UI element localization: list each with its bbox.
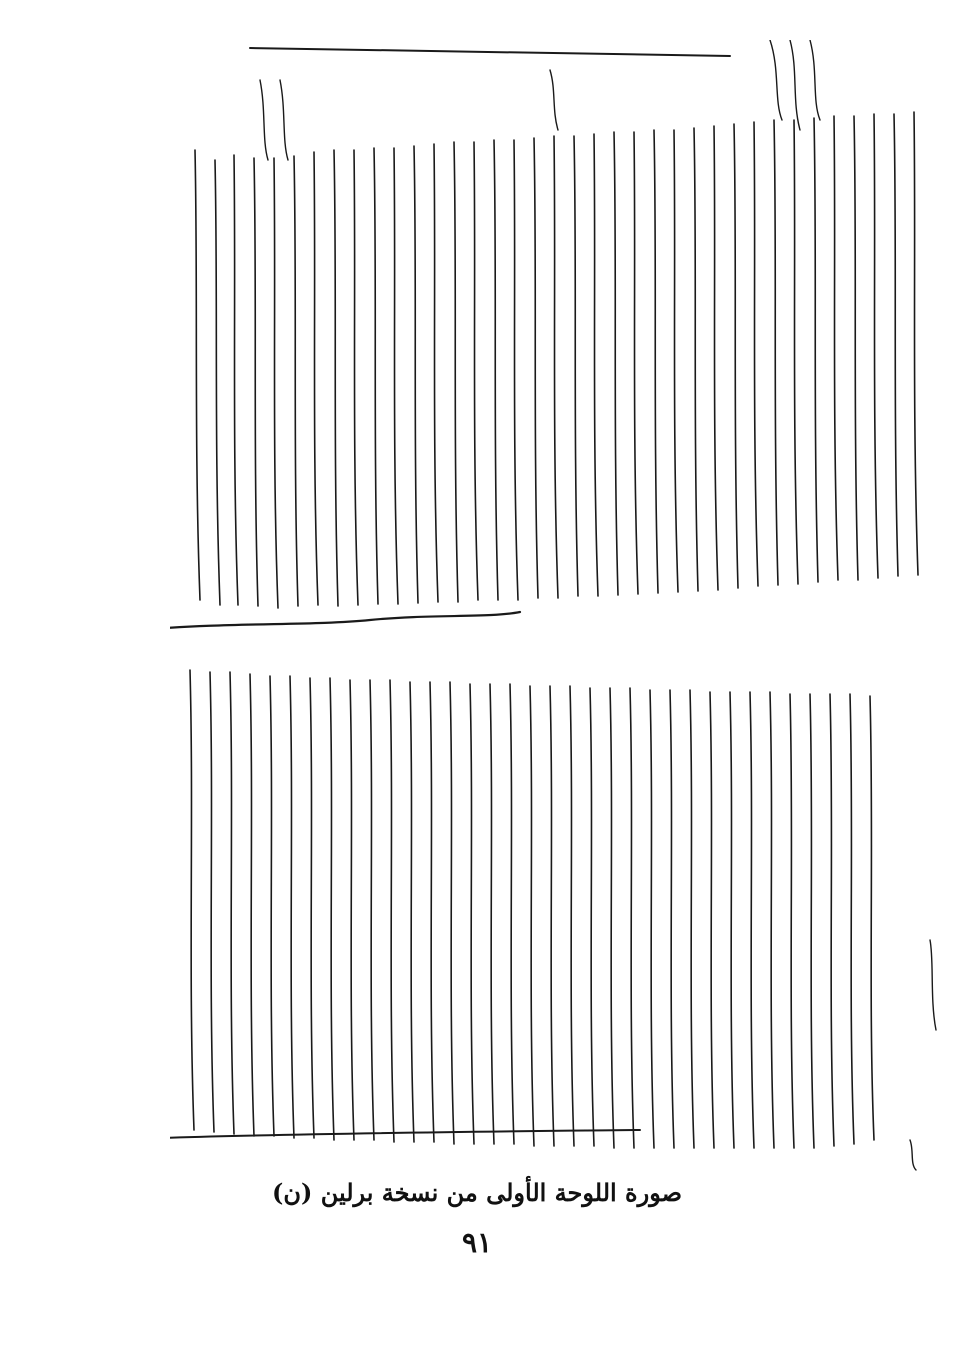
page-number: ٩١: [461, 1226, 493, 1259]
figure-caption: صورة اللوحة الأولى من نسخة برلين (ن): [272, 1178, 682, 1207]
manuscript-scan: [170, 40, 940, 1175]
upper-manuscript-page: [170, 40, 918, 630]
manuscript-plate: [170, 40, 940, 1175]
lower-manuscript-page: [170, 670, 936, 1170]
